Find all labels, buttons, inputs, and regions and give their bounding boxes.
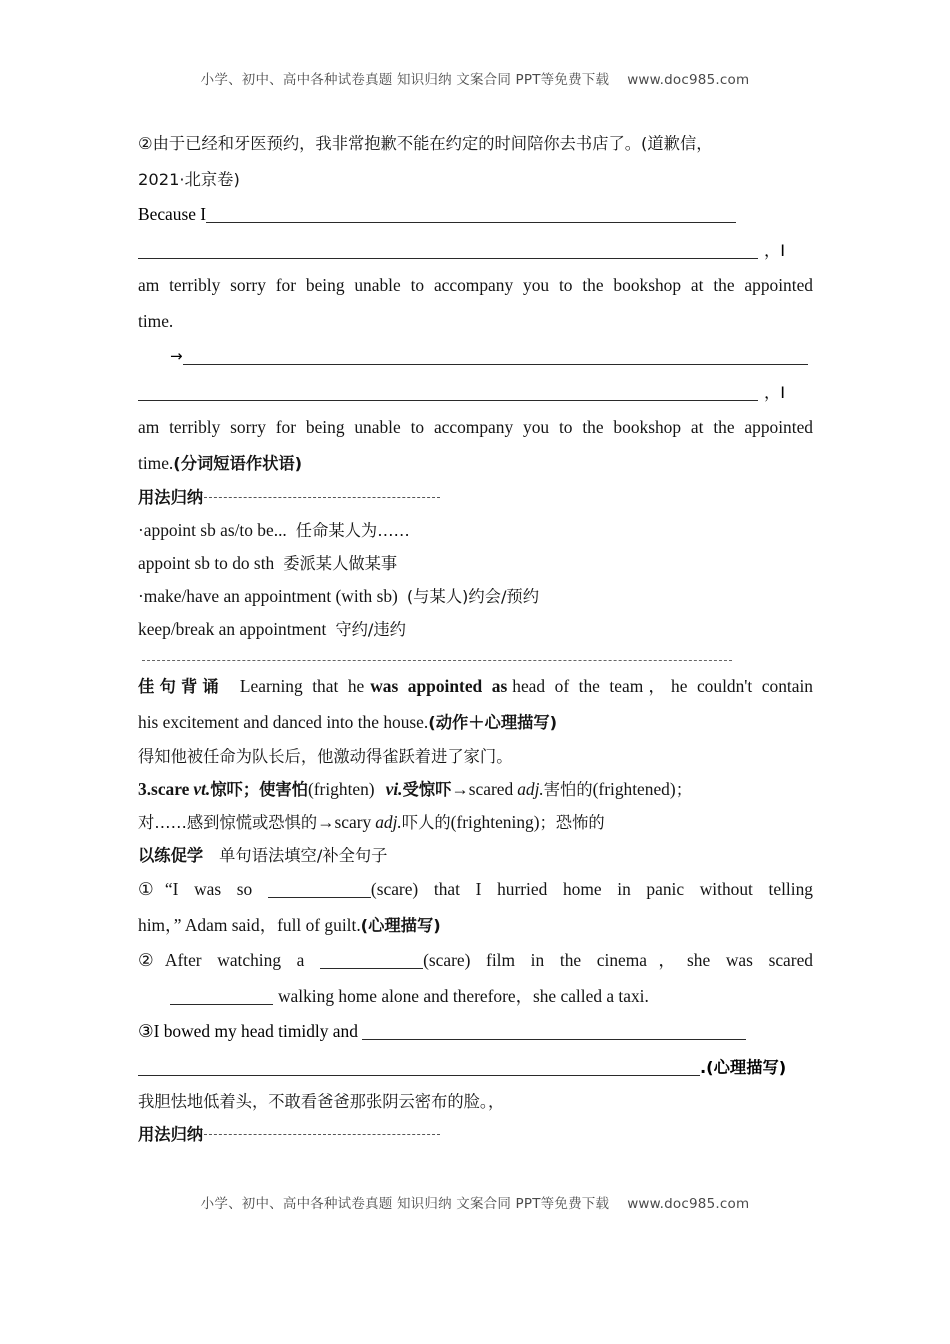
practice-item-3-line2: .(心理描写): [138, 1050, 813, 1086]
practice-item-2-blank-1[interactable]: [320, 953, 423, 969]
good-sentence-line1: 佳句背诵 Learning that he was appointed as head of the team，he couldn't contain: [138, 676, 813, 696]
answer-b-blank-1[interactable]: [183, 349, 808, 365]
usage-note-1-item-3: keep/break an appointment 守约/违约: [138, 619, 406, 639]
practice-item-3-blank-2[interactable]: [138, 1060, 700, 1076]
right-arrow-icon: →: [170, 347, 183, 365]
answer-b-tail-line2: time.(分词短语作状语): [138, 452, 303, 473]
exercise2-prompt-line2: 2021·北京卷): [138, 169, 240, 189]
practice-heading: 以练促学 单句语法填空/补全句子: [138, 846, 388, 865]
running-footer: [0, 1192, 950, 1212]
answer-b-row2: [138, 375, 813, 411]
practice-item-1-line1: ①“I was so (scare) that I hurried home in panic without telling: [138, 879, 813, 899]
running-footer-site: www.doc985.com: [627, 1196, 750, 1212]
answer-b-blank-2[interactable]: [138, 385, 758, 401]
usage-note-1-item-1: appoint sb to do sth 委派某人做某事: [138, 553, 398, 573]
answer-b-comma-i: ，I: [764, 382, 786, 402]
usage-note-1-heading: 用法归纳: [138, 481, 813, 514]
practice-item-2-line2: walking home alone and therefore，she called a taxi.: [138, 979, 813, 1015]
usage-note-1-item-2: ·make/have an appointment (with sb) (与某人)约会/预约: [138, 586, 539, 606]
answer-a-tail-line1: am terribly sorry for being unable to accompany you to the bookshop at the appointed: [138, 275, 813, 295]
practice-item-2-line1: ②After watching a (scare) film in the cinema，she was scared: [138, 950, 813, 970]
running-header-site: www.doc985.com: [627, 72, 750, 88]
entry3-line1: 3.scare vt.惊吓；使害怕(frighten) vi.受惊吓→scared adj.害怕的(frightened)；: [138, 779, 692, 799]
practice-item-1-blank[interactable]: [268, 882, 371, 898]
practice-item-2-blank-2[interactable]: [170, 989, 273, 1005]
answer-b-row1: [138, 339, 813, 375]
answer-a-comma-i: ，I: [764, 240, 786, 260]
answer-a-row1: [138, 197, 813, 233]
exercise2-prompt-line1: ②由于已经和牙医预约，我非常抱歉不能在约定的时间陪你去书店了。(道歉信，: [138, 134, 713, 153]
answer-a-lead: Because I: [138, 204, 207, 224]
section-divider-rule: [142, 660, 732, 661]
answer-a-row2: [138, 233, 813, 269]
good-sentence-line2: his excitement and danced into the house.(动作＋心理描写): [138, 711, 558, 732]
practice-item-3-line1: ③I bowed my head timidly and: [138, 1014, 813, 1050]
usage-note-2-heading: 用法归纳: [138, 1118, 813, 1151]
heading-dash-rule-2: [204, 1134, 440, 1135]
answer-b-tail-line1: am terribly sorry for being unable to accompany you to the bookshop at the appointed: [138, 417, 813, 437]
answer-a-blank-2[interactable]: [138, 243, 758, 259]
answer-a-blank-1[interactable]: [206, 207, 736, 223]
practice-item-1-line2: him，” Adam said，full of guilt.(心理描写): [138, 914, 441, 935]
heading-dash-rule: [204, 497, 440, 498]
document-body: [138, 126, 813, 1151]
running-header: [0, 68, 950, 88]
good-sentence-translation: 得知他被任命为队长后，他激动得雀跃着进了家门。: [138, 747, 513, 766]
answer-a-tail-line2: time.: [138, 310, 174, 331]
running-header-text: 小学、初中、高中各种试卷真题 知识归纳 文案合同 PPT等免费下载: [200, 72, 610, 88]
usage-note-1-item-0: ·appoint sb as/to be... 任命某人为……: [138, 520, 410, 540]
practice-item-3-translation: 我胆怯地低着头，不敢看爸爸那张阴云密布的脸。，: [138, 1092, 505, 1111]
running-footer-text: 小学、初中、高中各种试卷真题 知识归纳 文案合同 PPT等免费下载: [200, 1196, 610, 1212]
entry3-line2: 对……感到惊慌或恐惧的→scary adj.吓人的(frightening)；恐怖的: [138, 812, 605, 832]
practice-item-3-blank-1[interactable]: [362, 1024, 746, 1040]
